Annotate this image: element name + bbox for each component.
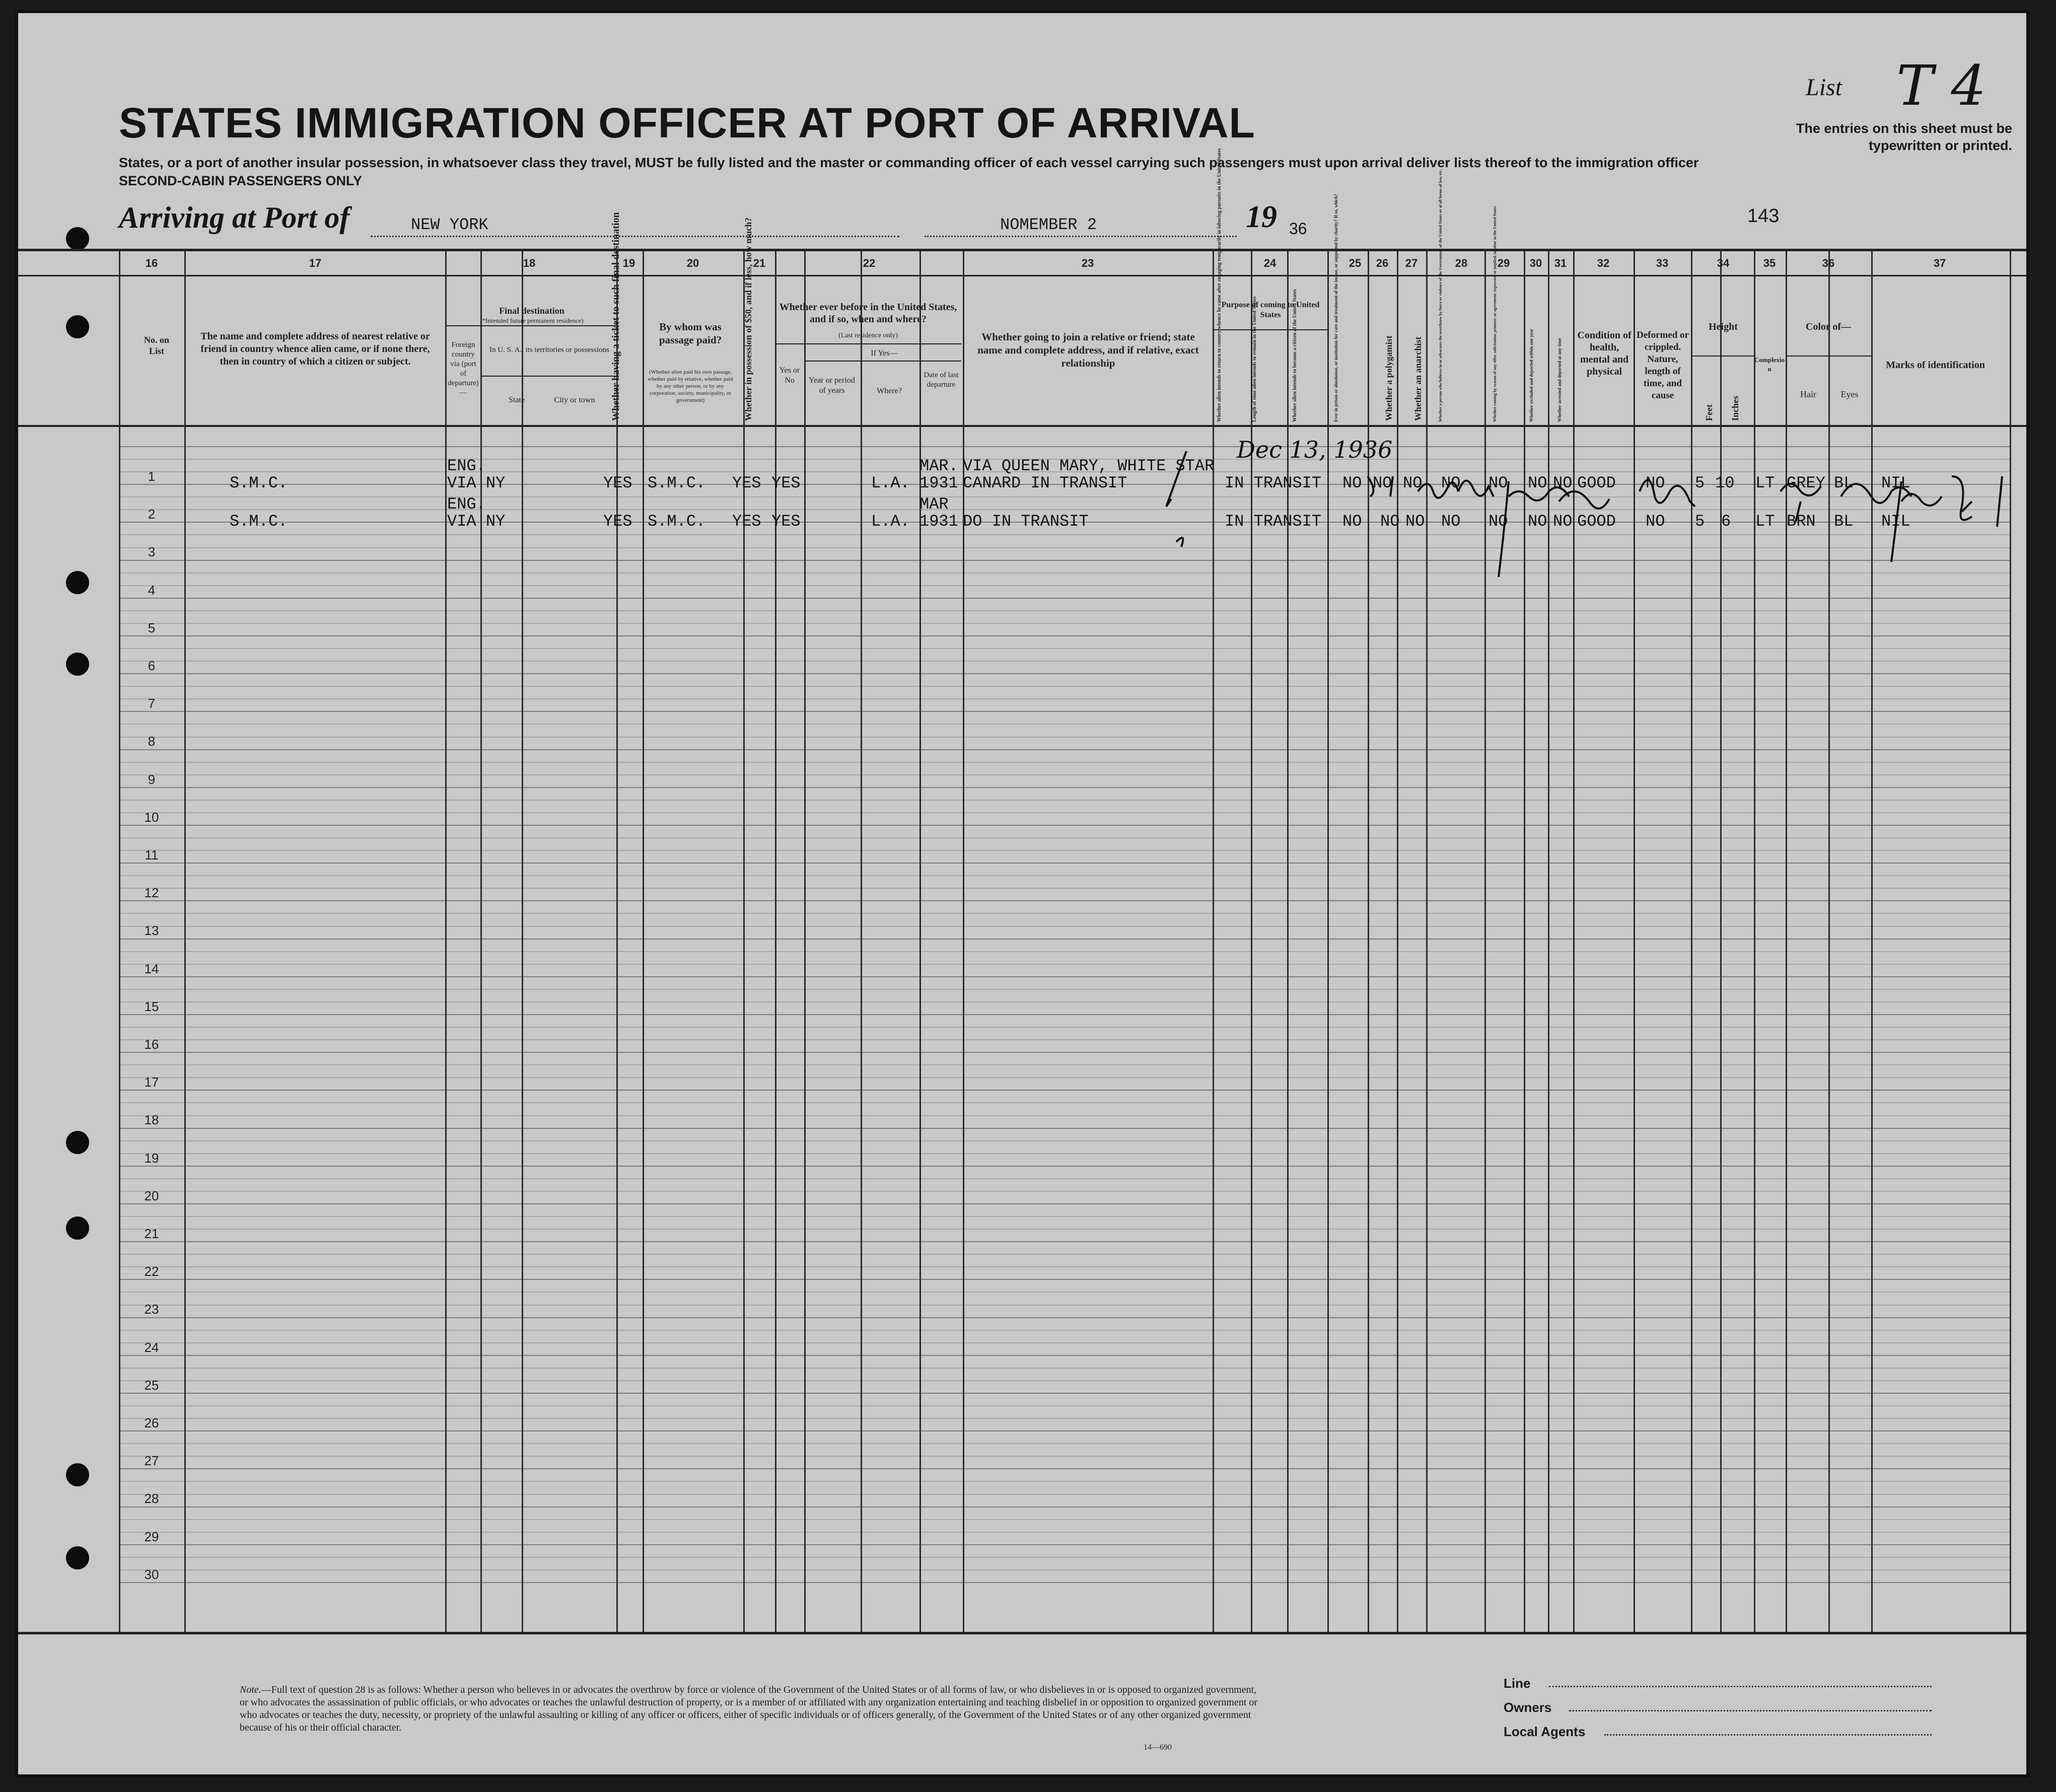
row2-feet: 5 [1695,512,1705,531]
row-number: 14 [144,961,159,976]
row-number: 3 [148,544,156,560]
row-number: 25 [144,1377,159,1393]
column-line [184,251,186,1632]
binder-hole [66,1463,89,1486]
ruled-line [119,888,2010,889]
row-number: 30 [144,1566,159,1582]
header-foreign-country: Foreign country via (port of departure)— [448,341,479,397]
date-line [925,236,1237,237]
ruled-line [119,1405,2010,1406]
binder-hole [66,315,89,338]
ruled-line [119,787,2010,788]
column-line [445,251,447,1632]
ruled-line [119,1077,2010,1078]
row1-via: VIA NY [447,474,506,492]
ruled-line [119,1039,2010,1040]
header-marks: Marks of identification [1886,360,1985,371]
column-line [643,251,644,1632]
table-top-rule [18,249,2029,251]
ruled-line [119,737,2010,738]
note-text: —Full text of question 28 is as follows: Whether a person who believes in or advocates the overthrow by force or violence of the Government of the United States or of all forms of law, or who disbelieves in or is opposed to organized government, or who advocates the assassination of public officials, or who advocates or teaches the unlawful destruction of property, or is a member of or affiliated with any organization entertaining and teaching disbelief in or opposition to organized government or who advocates or teaches the duty, necessity, or propriety of the unlawful assaulting or killing of any officer or officers, either of specific individuals or of officers generally, of the Government of the United States or of any other organized government because of his or their official character. [240,1684,1258,1733]
ruled-line [119,1557,2010,1558]
header-state: State [509,396,525,404]
binder-hole [66,1216,89,1240]
ruled-line [119,1102,2010,1103]
row1-where: L.A. [871,474,910,492]
ruled-line [119,749,2010,750]
ruled-line [119,989,2010,990]
ruled-line [119,1305,2010,1306]
ruled-line [119,1254,2010,1255]
header-city: City or town [554,396,595,404]
form-number: 14—690 [1144,1743,1172,1752]
ruled-line [119,1090,2010,1091]
ruled-line [119,1532,2010,1533]
row2-deformed: NO [1646,512,1665,531]
row1-q30: NO [1528,474,1547,492]
ruled-line [119,1317,2010,1318]
header-bottom-rule [18,425,2029,427]
row1-paid-by: S.M.C. [648,474,706,492]
binder-hole [66,571,89,594]
header-purpose-length: Length of time alien intends to remain in the United States [1252,296,1257,422]
row-number: 15 [144,998,159,1014]
ruled-line [119,964,2010,965]
port-value: NEW YORK [411,216,488,234]
column-number: 16 [145,257,158,269]
handwritten-scribbles [1156,446,2022,597]
row1-before: YES [771,474,801,492]
header-complexion: Complexion [1754,356,1785,373]
header-relative: The name and complete address of nearest relative or friend in country whence alien came, or if none there, then in country of which a citizen or subject. [200,331,430,367]
row1-relative: S.M.C. [230,474,288,492]
column-number: 32 [1597,257,1610,269]
row2-where: L.A. [871,512,910,531]
column-number: 21 [753,257,766,269]
row1-purpose: IN TRANSIT [1225,474,1322,492]
ruled-line [119,623,2010,624]
ruled-line [119,1468,2010,1469]
row2-q31: NO [1553,512,1573,531]
header-purpose: Purpose of coming to United States [1221,301,1320,319]
ruled-line [119,648,2010,649]
ruled-line [119,875,2010,876]
row1-complexion: LT [1755,474,1775,492]
ruled-line [119,1064,2010,1065]
row-number: 16 [144,1037,159,1052]
ruled-line [119,939,2010,940]
row1-polygamist: NO [1373,474,1392,492]
ruled-line [119,762,2010,763]
binder-hole [66,1131,89,1154]
ruled-line [119,1481,2010,1482]
ruled-line [119,1494,2010,1495]
binder-hole [66,653,89,676]
header-if-yes: If Yes— [871,349,898,357]
header-purpose-return: Whether alien intends to return to country whence he came after engaging temporarily in laboring pursuits in the United States [1217,148,1222,422]
row2-q29: NO [1488,512,1508,531]
owners-field[interactable] [1569,1710,1932,1711]
manifest-sheet [15,10,2029,1777]
header-health: Condition of health, mental and physical [1577,330,1632,377]
ruled-line [119,1569,2010,1570]
local-agents-field[interactable] [1604,1734,1932,1736]
row-number: 4 [148,582,156,598]
column-number: 27 [1405,257,1418,269]
ever-before-rule [775,343,961,344]
header-in-usa: In U. S. A., its territories or possessions [489,346,609,354]
arriving-label: Arriving at Port of [119,201,350,234]
ruled-line [119,635,2010,636]
header-inches: Inches [1730,395,1740,421]
ruled-line [119,1001,2010,1002]
date-value: NOMEMBER 2 [1000,216,1097,234]
row2-prison: NO [1342,512,1362,531]
column-number: 30 [1529,257,1542,269]
header-ticket: Whether having a ticket to such final destination [610,212,621,421]
ruled-line [119,1166,2010,1167]
row-number: 7 [148,696,156,711]
header-eyes: Eyes [1840,389,1859,399]
row-number: 17 [144,1074,159,1090]
row-number: 13 [144,923,159,939]
form-class: SECOND-CABIN PASSENGERS ONLY [119,173,363,188]
row1-departure-month: MAR. [919,457,958,475]
ruled-line [119,1153,2010,1154]
column-number: 34 [1717,257,1730,269]
ruled-line [119,926,2010,927]
ruled-line [119,1519,2010,1520]
row2-q30: NO [1528,512,1547,531]
ruled-line [119,1330,2010,1331]
row-number: 20 [144,1188,159,1203]
ruled-line [119,951,2010,952]
ruled-line [119,1393,2010,1394]
column-line [743,251,745,1632]
header-height: Height [1709,321,1738,332]
ruled-line [119,900,2010,901]
binder-hole [66,227,89,250]
ruled-line [119,1140,2010,1141]
row2-departure-month: MAR [919,495,949,514]
row-number: 29 [144,1529,159,1544]
column-number: 26 [1376,257,1389,269]
column-number: 24 [1263,257,1277,269]
ruled-line [119,711,2010,712]
color-rule [1786,355,1871,356]
row-number: 8 [148,734,156,749]
header-passage-paid: By whom was passage paid? [659,321,722,346]
row-number: 5 [148,620,156,635]
header-polygamist: Whether a polygamist [1384,335,1394,421]
line-field[interactable] [1549,1686,1932,1687]
header-anarchist: Whether an anarchist [1413,336,1423,421]
list-label: List [1806,74,1842,101]
column-number: 23 [1081,257,1094,269]
row-number: 6 [148,658,156,673]
column-number: 19 [622,257,635,269]
ruled-line [119,837,2010,838]
row-number: 28 [144,1491,159,1507]
column-number: 33 [1656,257,1669,269]
row-number: 22 [144,1264,159,1279]
ruled-line [119,913,2010,914]
ruled-line [119,724,2010,725]
column-number: 22 [863,257,876,269]
ruled-line [119,686,2010,687]
ruled-line [119,673,2010,674]
column-number: 17 [309,257,322,269]
header-period: Year or period of years [809,376,855,395]
ruled-line [119,1052,2010,1053]
row2-join-relative: DO IN TRANSIT [963,512,1089,531]
year-suffix: 36 [1289,220,1307,238]
column-number: 36 [1822,257,1835,269]
header-final-destination: Final destination [499,306,564,316]
row2-marks: NIL [1881,512,1910,531]
column-number: 28 [1455,257,1468,269]
row-number: 11 [145,847,159,863]
row1-feet: 5 [1695,474,1705,492]
height-rule [1692,355,1754,356]
row-number: 19 [144,1150,159,1166]
form-title: STATES IMMIGRATION OFFICER AT PORT OF ARRIVAL [119,99,1255,147]
row1-prison: NO [1342,474,1362,492]
row1-inches: 10 [1715,474,1735,492]
year-prefix: 19 [1246,200,1277,234]
ruled-line [119,1342,2010,1343]
column-line [804,251,806,1632]
row1-ticket: YES [603,474,632,492]
ruled-line [119,863,2010,864]
header-prison: Ever in prison or almshouse, or institution for care and treatment of the insane, or supported by charity? If so, which? [1333,193,1338,422]
row-number: 12 [144,885,159,901]
row1-departure-year: 1931 [919,474,958,492]
ruled-line [119,1368,2010,1369]
column-number: 29 [1497,257,1510,269]
ruled-line [119,1216,2010,1217]
ruled-line [119,825,2010,826]
column-number: 25 [1349,257,1362,269]
ruled-line [119,1544,2010,1545]
row2-eyes: BL [1834,512,1854,531]
row1-marks: NIL [1881,474,1910,492]
row-number: 26 [144,1415,159,1430]
row1-join-relative: VIA QUEEN MARY, WHITE STAR [963,457,1215,475]
ruled-line [119,1380,2010,1381]
row1-join-relative-line2: CANARD IN TRANSIT [963,474,1127,492]
ruled-line [119,1456,2010,1457]
row2-relative: S.M.C. [230,512,288,531]
ruled-line [119,1229,2010,1230]
header-date-departure: Date of last departure [924,371,959,389]
ruled-line [119,610,2010,611]
handwritten-date: Dec 13, 1936 [1237,436,1393,463]
ruled-line [119,1279,2010,1280]
header-question-31: Whether arrested and deported at any time [1557,338,1562,422]
header-passage-note: (Whether alien paid his own passage, whether paid by relative, whether paid by any other person, or by any corporation, society, municipality, or government) [648,369,733,403]
owners-label: Owners [1504,1700,1552,1715]
note-label: Note. [240,1684,261,1695]
header-color-of: Color of— [1805,321,1852,332]
ruled-line [119,976,2010,977]
header-last-residence: (Last residence only) [838,332,898,339]
purpose-rule [1213,329,1327,330]
row-number: 27 [144,1453,159,1469]
binder-hole [66,1546,89,1569]
row-number: 1 [148,469,156,484]
row2-q28: NO [1441,512,1461,531]
row2-anarchist: NO [1405,512,1425,531]
row1-hair: GREY [1787,474,1825,492]
ruled-line [119,1128,2010,1129]
ruled-line [119,598,2010,599]
column-line [861,251,862,1632]
ruled-line [119,850,2010,851]
row2-polygamist: NO [1380,512,1400,531]
list-value: T 4 [1896,53,1987,118]
line-label: Line [1504,1676,1531,1691]
ruled-line [119,774,2010,775]
ruled-line [119,1027,2010,1028]
ruled-line [119,800,2010,801]
row2-fifty-dollars: YES [732,512,761,531]
ruled-line [119,1418,2010,1419]
row-number: 2 [148,507,156,522]
row2-before: YES [771,512,801,531]
column-number-rule [18,275,2029,276]
ruled-line [119,1355,2010,1356]
row-number: 10 [144,809,159,825]
ruled-line [119,1443,2010,1444]
row2-purpose: IN TRANSIT [1225,512,1322,531]
header-question-29: Whether coming by reason of any offer, solicitation, promise, or agreement, expressed or implied, to labor in the United States [1493,206,1497,422]
list-note: The entries on this sheet must be typewritten or printed. [1796,121,2012,153]
row2-departure-year: 1931 [919,512,958,531]
header-join-relative: Whether going to join a relative or friend; state name and complete address, and if relative, exact relationship [977,331,1199,369]
row-number: 23 [144,1302,159,1317]
if-yes-rule [804,361,961,362]
ruled-line [119,698,2010,699]
row1-q28: NO [1441,474,1461,492]
row1-q29: NO [1488,474,1508,492]
row2-ticket: YES [603,512,632,531]
header-purpose-citizen: Whether alien intends to become a citizen of the United States [1292,289,1298,422]
ruled-line [119,1178,2010,1179]
row-number: 21 [144,1226,159,1241]
usa-rule [480,376,616,377]
ruled-line [119,1191,2010,1192]
row1-fifty-dollars: YES [732,474,761,492]
row1-anarchist: NO [1403,474,1423,492]
table-bottom-rule [18,1632,2029,1634]
row1-q31: NO [1553,474,1573,492]
row1-eyes: BL [1834,474,1854,492]
column-number: 20 [686,257,699,269]
header-hair: Hair [1800,389,1816,399]
question-28-note [240,1684,1267,1734]
header-question-30: Whether excluded and deported within one year [1529,328,1534,422]
column-line [616,251,618,1632]
column-number: 37 [1933,257,1946,269]
row2-inches: 6 [1721,512,1731,531]
header-fifty-dollars: Whether in possession of $50, and if less, how much? [743,217,753,421]
header-final-destination-note: (*Intended future permanent residence) [480,317,584,324]
ruled-line [119,1014,2010,1015]
column-number: 18 [523,257,536,269]
form-instructions: States, or a port of another insular possession, in whatsoever class they travel, MUST be fully listed and the master or commanding officer of each vessel carrying such passengers must upon arrival deliver lists thereof to the immigration officer [119,155,1699,170]
row2-complexion: LT [1755,512,1775,531]
ruled-line [119,1115,2010,1116]
row-number: 18 [144,1112,159,1128]
row2-health: GOOD [1577,512,1616,531]
ruled-line [119,1266,2010,1267]
header-question-28: Whether a person who believes in or advocates the overthrow by force or violence of the Government of the United States or of all forms of law, etc. [1438,169,1443,422]
row2-via: VIA NY [447,512,506,531]
row-number: 24 [144,1339,159,1355]
row2-hair: BRN [1787,512,1816,531]
row1-health: GOOD [1577,474,1616,492]
header-yes-no: Yes or No [779,366,800,385]
row1-deformed: NO [1646,474,1665,492]
ruled-line [119,661,2010,662]
row-number: 9 [148,771,156,787]
ruled-line [119,812,2010,813]
header-deformed: Deformed or crippled. Nature, length of time, and cause [1637,330,1689,401]
row2-paid-by: S.M.C. [648,512,706,531]
header-feet: Feet [1704,404,1714,421]
column-line [522,251,523,1632]
column-number: 35 [1763,257,1776,269]
sheet-number: 143 [1747,205,1780,227]
ruled-line [119,1430,2010,1431]
port-line [371,236,899,237]
ruled-line [119,1582,2010,1583]
local-agents-label: Local Agents [1504,1724,1586,1739]
row1-foreign-country: ENG. [447,457,486,475]
header-where: Where? [877,387,902,395]
ruled-line [119,1292,2010,1293]
column-line [775,251,776,1632]
header-ever-before: Whether ever before in the United States, and if so, when and where? [779,302,957,325]
ruled-line [119,1241,2010,1242]
column-number: 31 [1554,257,1567,269]
ruled-line [119,1507,2010,1508]
ruled-line [119,1203,2010,1204]
row2-foreign-country: ENG. [447,495,486,514]
header-no-on-list: No. on List [144,335,169,356]
